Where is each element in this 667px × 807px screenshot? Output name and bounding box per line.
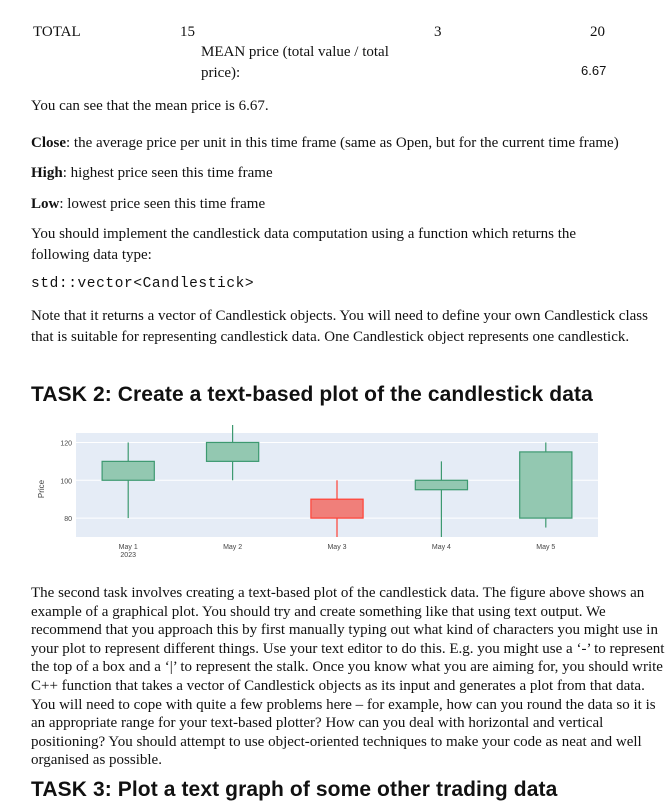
candlestick-chart (0, 425, 667, 575)
x-tick-label: May 4 (431, 544, 451, 551)
high-term: High (31, 165, 63, 181)
y-tick-label: 80 (64, 516, 72, 524)
table-total-price: 3 (434, 24, 442, 40)
y-axis-label: Price (37, 479, 46, 499)
table-total-value: 20 (590, 24, 605, 40)
implement-paragraph: You should implement the candlestick data computation using a function which returns the following data type: (31, 226, 577, 263)
x-tick-sublabel: 2023 (120, 552, 136, 559)
high-definition (31, 163, 273, 184)
note-paragraph: Note that it returns a vector of Candlestick objects. You will need to define your own Candlestick class that is suitable for representing candlestick data. One Candlestick object represents one candlestick. (31, 308, 648, 345)
close-text: : the average price per unit in this time frame (same as Open, but for the current time frame) (66, 135, 619, 151)
candle (520, 442, 572, 527)
candle-body (102, 461, 154, 480)
close-definition (31, 133, 619, 154)
x-tick-label: May 1 (118, 544, 138, 551)
x-tick-label: May 5 (536, 544, 556, 551)
task3-heading: TASK 3: Plot a text graph of some other trading data (31, 778, 558, 801)
candle-body (207, 442, 259, 461)
candle-body (520, 452, 572, 518)
table-total-label: TOTAL (33, 24, 81, 40)
x-tick-label: May 2 (223, 544, 243, 551)
table-mean-label: MEAN price (total value / total price): (201, 44, 389, 81)
y-tick-label: 100 (60, 478, 72, 486)
y-tick-label: 120 (60, 440, 72, 448)
close-term: Close (31, 135, 66, 151)
table-total-units: 15 (180, 24, 195, 40)
mean-sentence: You can see that the mean price is 6.67. (31, 98, 269, 114)
table-mean-value: 6.67 (581, 63, 607, 78)
task2-body: The second task involves creating a text-based plot of the candlestick data. The figure above shows an example of a graphical plot. You should try and create something like that using text output. We recommend that you approach this by first manually typing out what kind of characters you might use in your plot to represent different things. Use your text editor to do this. E.g. you might use a ‘-’ to represent the top of a box and a ‘|’ to represent the stalk. Once you know what you are aiming for, you should write C++ function that takes a vector of Candlestick objects as its input and generates a plot from that data. You will need to cope with quite a few problems here – for example, how can you round the data so it is an appropriate range for your text-based plotter? How can you deal with horizontal and vertical positioning? You should attempt to use object-oriented techniques to make your code as neat and well organised as possible. (31, 585, 665, 769)
code-snippet: std::vector<Candlestick> (31, 276, 255, 292)
high-text: : highest price seen this time frame (62, 165, 273, 181)
x-tick-label: May 3 (327, 544, 347, 551)
candle-body (311, 499, 363, 518)
task2-heading: TASK 2: Create a text-based plot of the candlestick data (31, 383, 593, 406)
low-text: : lowest price seen this time frame (59, 196, 266, 212)
low-term: Low (31, 196, 60, 212)
low-definition (31, 194, 265, 215)
candle-body (415, 480, 467, 489)
